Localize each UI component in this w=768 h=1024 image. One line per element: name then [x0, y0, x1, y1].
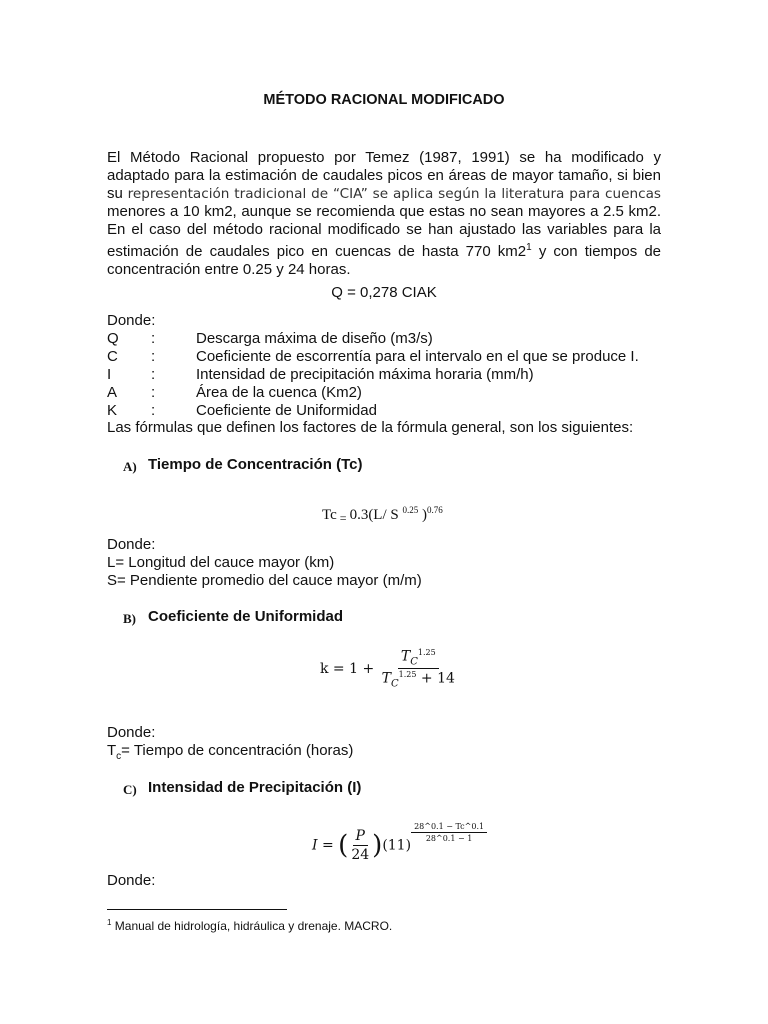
tc-formula — [322, 505, 443, 526]
page-title: MÉTODO RACIONAL MODIFICADO — [263, 92, 505, 108]
definition-tc — [107, 742, 353, 762]
section-b-donde: Donde: — [107, 724, 156, 741]
tc-def-base: T — [107, 742, 117, 759]
variable-colon: : — [151, 384, 156, 401]
variable-colon: : — [151, 366, 156, 383]
intensity-exponent — [411, 822, 487, 843]
main-formula: Q = 0,278 CIAK — [331, 284, 437, 301]
k-fraction-denominator — [379, 669, 458, 689]
intro-paragraph — [107, 149, 661, 279]
variable-symbol: A — [107, 384, 118, 401]
intensity-formula — [312, 822, 487, 863]
k-formula-fraction — [379, 648, 458, 690]
variable-colon: : — [151, 330, 156, 347]
intro-text-2: representación tradicional de “CIA” se aplica según la literatura para cuencas — [127, 185, 661, 202]
variable-description: Coeficiente de Uniformidad — [196, 402, 377, 419]
intensity-base: (11) — [382, 837, 412, 854]
paren-close: ) — [372, 830, 383, 861]
k-formula-lhs: k = 1 + — [320, 660, 379, 677]
intro-text-3: menores a 10 km2, aunque se recomienda que estas no sean mayores a 2.5 km2. En el caso del método racional modificado se han ajustado las variables para la estimación de caudales pico en cuencas de hasta 770 km2 — [107, 203, 661, 260]
definition-l: L= Longitud del cauce mayor (km) — [107, 554, 335, 571]
tc-formula-close: ) — [418, 507, 427, 523]
tc-exponent: 1.25 — [398, 670, 417, 680]
footnote-divider — [107, 909, 287, 910]
donde-label: Donde: — [107, 312, 156, 329]
variable-description: Coeficiente de escorrentía para el intervalo en el que se produce I. — [196, 348, 639, 365]
section-a-letter: A) — [123, 459, 137, 474]
tc-symbol: T — [381, 671, 391, 688]
paren-open: ( — [338, 830, 349, 861]
k-formula — [320, 648, 458, 690]
tc-def-sub: c — [116, 751, 122, 762]
k-fraction-numerator — [398, 648, 439, 669]
footnote-text: Manual de hidrología, hidráulica y drenaje. MACRO. — [111, 919, 393, 933]
section-a-donde: Donde: — [107, 536, 156, 553]
section-c-title: Intensidad de Precipitación (I) — [148, 779, 362, 796]
variable-description: Área de la cuenca (Km2) — [196, 384, 362, 401]
variable-description: Intensidad de precipitación máxima horaria (mm/h) — [196, 366, 534, 383]
footnote-mark: 1 — [107, 918, 112, 927]
exponent-denominator: 28^0.1 − 1 — [425, 834, 473, 843]
footnote — [107, 918, 392, 933]
footnote-reference: 1 — [526, 241, 532, 253]
variable-colon: : — [151, 402, 156, 419]
p-symbol: P — [353, 828, 368, 846]
section-c-letter: C) — [123, 782, 137, 797]
section-b-letter: B) — [123, 611, 136, 626]
definition-s: S= Pendiente promedio del cauce mayor (m/m) — [107, 572, 422, 589]
tc-exponent: 1.25 — [417, 648, 436, 657]
tc-subscript: C — [391, 678, 399, 690]
variable-symbol: C — [107, 348, 118, 365]
variable-symbol: I — [107, 366, 112, 383]
section-c-donde: Donde: — [107, 872, 156, 889]
variable-symbol: K — [107, 402, 118, 419]
intro-text-4: y con tiempos de concentración entre 0.25 y 24 horas. — [107, 242, 662, 278]
intensity-lhs: I = — [312, 837, 339, 854]
tc-formula-body: 0.3(L/ S — [349, 507, 403, 523]
exponent-numerator: 28^0.1 − Tc^0.1 — [411, 822, 487, 833]
intro-text-1: El Método Racional propuesto por Temez (1987, 1991) se ha modificado y adaptado para la estimación de caudales picos en áreas de mayor tamaño, si bien su — [107, 149, 661, 202]
tc-subscript: C — [410, 656, 418, 668]
section-b-title: Coeficiente de Uniformidad — [148, 608, 344, 625]
variable-description: Descarga máxima de diseño (m3/s) — [196, 330, 433, 347]
p-over-24 — [348, 828, 372, 863]
tc-def-text: = Tiempo de concentración (horas) — [121, 742, 354, 759]
section-a-title: Tiempo de Concentración (Tc) — [148, 456, 363, 473]
tc-formula-exp2: 0.76 — [426, 505, 443, 515]
tc-symbol: T — [400, 648, 411, 665]
tc-formula-equals: = — [336, 511, 350, 525]
variable-symbol: Q — [107, 330, 119, 347]
twenty-four: 24 — [351, 847, 370, 863]
formulas-intro: Las fórmulas que definen los factores de la fórmula general, son los siguientes: — [107, 419, 634, 436]
tc-formula-exp1: 0.25 — [402, 505, 419, 515]
tc-formula-lhs: Tc — [322, 507, 337, 523]
denominator-tail: + 14 — [416, 671, 455, 688]
variable-colon: : — [151, 348, 156, 365]
